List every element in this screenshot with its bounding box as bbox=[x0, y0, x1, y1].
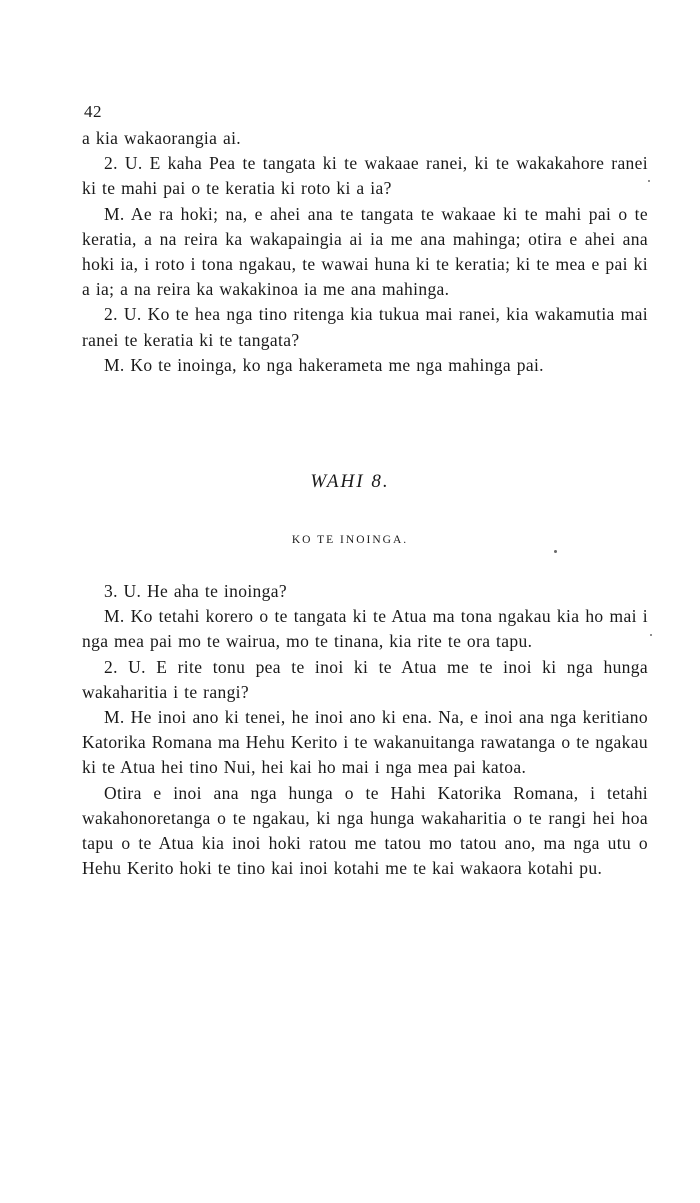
section-heading: WAHI 8. bbox=[310, 471, 390, 492]
ink-speck bbox=[554, 550, 557, 553]
page-number: 42 bbox=[84, 102, 102, 121]
paragraph: M. Ae ra hoki; na, e ahei ana te tangata te wakaae ki te mahi pai o te keratia, a na reira ka wakapaingia ai ia me ana mahinga; otira e ahei ana hoki ia, i roto i tona ngakau, te wawai huna ki te keratia; ki te mea e pai ki a ia; a na reira ka wakakinoa ia me ana mahinga. bbox=[82, 203, 648, 300]
paragraph: 2. U. Ko te hea nga tino ritenga kia tukua mai ranei, kia wakamutia mai ranei te keratia ki te tangata? bbox=[82, 304, 648, 350]
section-subheading: KO TE INOINGA. bbox=[291, 534, 409, 546]
paragraph: a kia wakaorangia ai. bbox=[82, 128, 242, 148]
ink-speck bbox=[650, 634, 652, 636]
bottom-text-block bbox=[82, 579, 648, 881]
paragraph: M. Ko te inoinga, ko nga hakerameta me nga mahinga pai. bbox=[104, 354, 544, 375]
paragraph: Otira e inoi ana nga hunga o te Hahi Katorika Romana, i tetahi wakahonoretanga o te ngakau, ki nga hunga wakaharitia o te rangi hei hoa tapu o te Atua kia inoi hoki ratou me tatou mo tatou ano, ma nga utu o Hehu Kerito hoki te tino kai inoi kotahi me te kai wakaora kotahi pu. bbox=[82, 782, 648, 879]
paragraph: 3. U. He aha te inoinga? bbox=[104, 581, 287, 601]
top-text-block bbox=[82, 126, 648, 378]
paragraph: 2. U. E kaha Pea te tangata ki te wakaae ranei, ki te wakakahore ranei ki te mahi pai o te keratia ki roto ki a ia? bbox=[82, 153, 648, 199]
paragraph: M. Ko tetahi korero o te tangata ki te Atua ma tona ngakau kia ho mai i nga mea pai mo te wairua, mo te tinana, kia rite te ora tapu. bbox=[82, 606, 648, 652]
paragraph: 2. U. E rite tonu pea te inoi ki te Atua me te inoi ki nga hunga wakaharitia i te rangi? bbox=[82, 656, 648, 702]
paragraph: M. He inoi ano ki tenei, he inoi ano ki ena. Na, e inoi ana nga keritiano Katorika Romana ma Hehu Kerito i te wakanuitanga rawatanga o te ngakau ki te Atua hei tino Nui, hei kai ho mai i nga mea pai katoa. bbox=[82, 707, 648, 778]
ink-speck bbox=[648, 180, 650, 182]
